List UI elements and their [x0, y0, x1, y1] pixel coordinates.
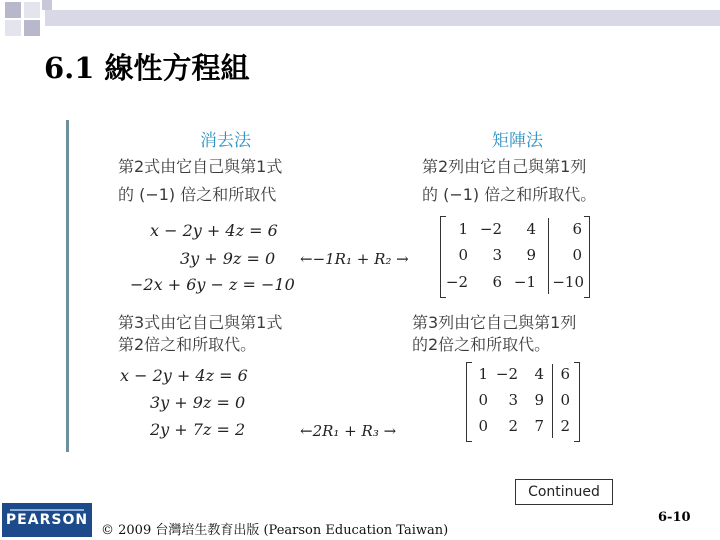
matrix-cell: 7: [534, 417, 544, 435]
decor-square: [42, 0, 52, 10]
matrix-cell: 0: [572, 246, 582, 264]
matrix-step2-line1: 第3列由它自己與第1列: [412, 313, 577, 332]
elimination-step2-line2: 第2倍之和所取代。: [118, 335, 257, 354]
row-operation-1: ←−1R₁ + R₂ →: [300, 250, 409, 268]
copyright-text: © 2009 台灣培生教育出版 (Pearson Education Taiwan): [101, 523, 449, 538]
pearson-logo: [2, 503, 92, 537]
logo-text: PEARSON: [5, 512, 89, 528]
decor-square: [24, 2, 40, 18]
matrix-cell: 4: [534, 365, 544, 383]
matrix-cell: −2: [445, 273, 468, 291]
matrix-cell: −2: [495, 365, 518, 383]
augmented-matrix-1: [440, 216, 590, 298]
content-rule: [66, 120, 69, 452]
matrix-cell: −10: [552, 273, 584, 291]
matrix-cell: 0: [478, 417, 488, 435]
matrix-cell: 1: [478, 365, 488, 383]
matrix-cell: 0: [478, 391, 488, 409]
augmented-matrix-2: [466, 362, 580, 442]
matrix-cell: 2: [560, 417, 570, 435]
page-number: 6-10: [658, 510, 691, 525]
row-operation-2: ←2R₁ + R₃ →: [300, 422, 397, 440]
matrix-step1-line1: 第2列由它自己與第1列: [422, 157, 587, 176]
elimination-heading: 消去法: [200, 131, 251, 151]
matrix-cell: 9: [534, 391, 544, 409]
matrix-cell: 6: [572, 220, 582, 238]
system2-eq1: x − 2y + 4z = 6: [120, 366, 248, 385]
matrix-cell: 9: [526, 246, 536, 264]
matrix-cell: 0: [458, 246, 468, 264]
matrix-cell: 2: [508, 417, 518, 435]
system1-eq2: 3y + 9z = 0: [180, 249, 276, 268]
matrix-step1-line2: 的 (−1) 倍之和所取代。: [422, 185, 597, 204]
matrix-cell: 0: [560, 391, 570, 409]
system1-eq1: x − 2y + 4z = 6: [150, 221, 278, 240]
matrix-cell: 6: [492, 273, 502, 291]
elimination-step1-line2: 的 (−1) 倍之和所取代: [118, 185, 277, 204]
matrix-cell: 4: [526, 220, 536, 238]
matrix-cell: −2: [479, 220, 502, 238]
elimination-step1-line1: 第2式由它自己與第1式: [118, 157, 283, 176]
matrix-heading: 矩陣法: [492, 131, 543, 151]
slide-title: 6.1 線性方程組: [44, 51, 250, 85]
matrix-cell: 3: [492, 246, 502, 264]
system2-eq3: 2y + 7z = 2: [150, 420, 246, 439]
continued-button[interactable]: Continued: [515, 479, 613, 505]
matrix-cell: 3: [508, 391, 518, 409]
matrix-step2-line2: 的2倍之和所取代。: [412, 335, 551, 354]
decor-square: [24, 20, 40, 36]
decor-square: [5, 20, 21, 36]
decor-square: [5, 2, 21, 18]
system1-eq3: −2x + 6y − z = −10: [130, 275, 295, 294]
matrix-cell: 1: [458, 220, 468, 238]
matrix-cell: −1: [513, 273, 536, 291]
matrix-cell: 6: [560, 365, 570, 383]
elimination-step2-line1: 第3式由它自己與第1式: [118, 313, 283, 332]
system2-eq2: 3y + 9z = 0: [150, 393, 246, 412]
header-band: [0, 10, 720, 26]
